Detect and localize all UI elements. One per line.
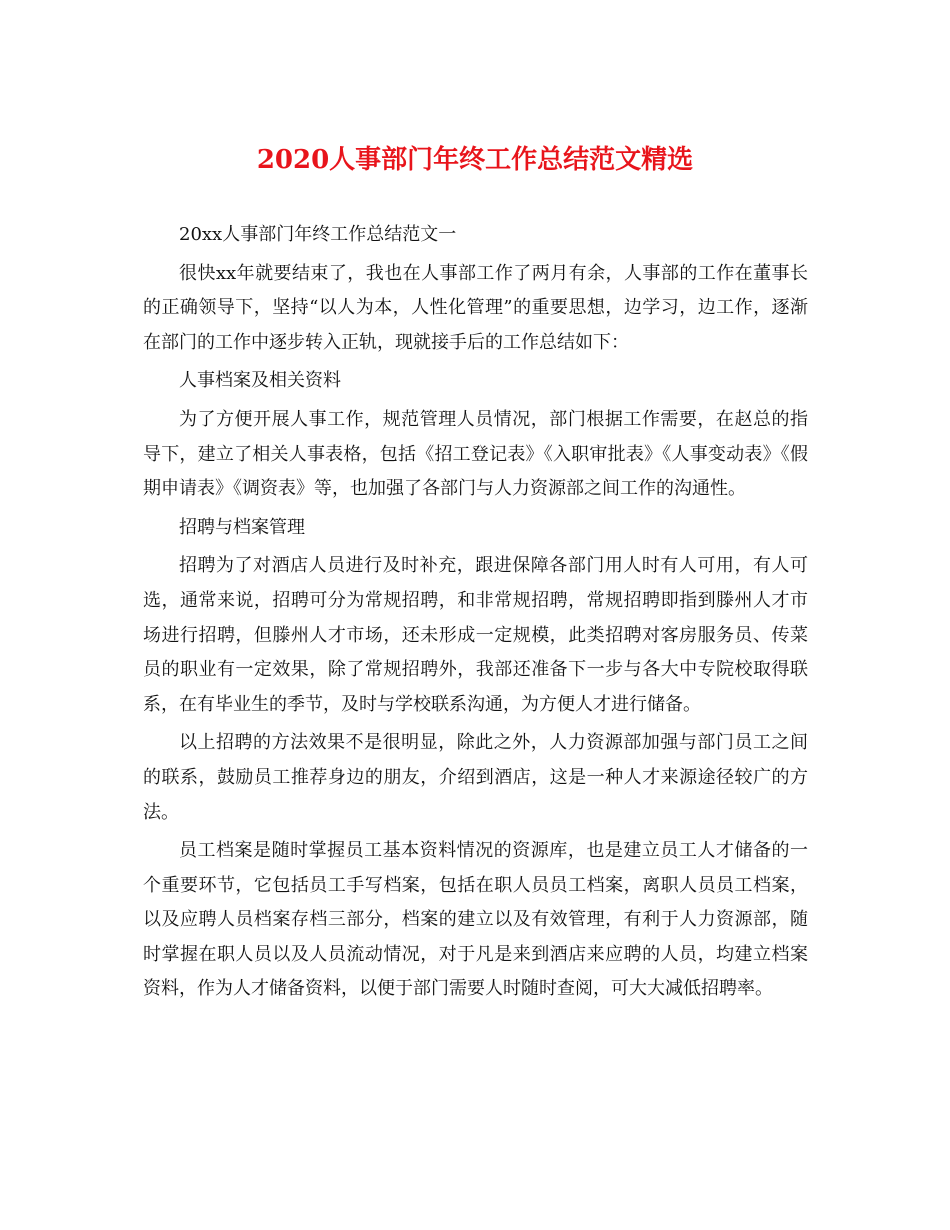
section-heading-personnel-files: 人事档案及相关资料 xyxy=(179,370,341,392)
document-title: 2020人事部门年终工作总结范文精选 xyxy=(256,145,694,175)
paragraph-referral: 以上招聘的方法效果不是很明显，除此之外，人力资源部加强与部门员工之间的联系，鼓励员工推荐身边的朋友，介绍到酒店，这是一种人才来源途径较广的方法。 xyxy=(143,732,808,823)
paragraph-intro: 很快xx年就要结束了，我也在人事部工作了两月有余，人事部的工作在董事长的正确领导下，坚持“以人为本，人性化管理”的重要思想，边学习，边工作，逐渐在部门的工作中逐步转入正轨，现就接手后的工作总结如下： xyxy=(143,262,808,353)
document-body xyxy=(143,218,808,1007)
paragraph-personnel-forms: 为了方便开展人事工作，规范管理人员情况，部门根据工作需要，在赵总的指导下，建立了相关人事表格，包括《招工登记表》《入职审批表》《人事变动表》《假期申请表》《调资表》等，也加强了各部门与人力资源部之间工作的沟通性。 xyxy=(143,408,808,500)
paragraph-employee-archives: 员工档案是随时掌握员工基本资料情况的资源库，也是建立员工人才储备的一个重要环节，它包括员工手写档案，包括在职人员员工档案，离职人员员工档案，以及应聘人员档案存档三部分，档案的建立以及有效管理，有利于人力资源部，随时掌握在职人员以及人员流动情况，对于凡是来到酒店来应聘的人员，均建立档案资料，作为人才储备资料，以便于部门需要人时随时查阅，可大大减低招聘率。 xyxy=(143,840,808,1000)
section-heading-summary-one: 20xx人事部门年终工作总结范文一 xyxy=(179,224,457,245)
section-heading-recruitment: 招聘与档案管理 xyxy=(179,516,305,538)
paragraph-recruitment: 招聘为了对酒店人员进行及时补充，跟进保障各部门用人时有人可用，有人可选，通常来说，招聘可分为常规招聘，和非常规招聘，常规招聘即指到滕州人才市场进行招聘，但滕州人才市场，还未形成一定规模，此类招聘对客房服务员、传菜员的职业有一定效果，除了常规招聘外，我部还准备下一步与各大中专院校取得联系，在有毕业生的季节，及时与学校联系沟通，为方便人才进行储备。 xyxy=(143,555,808,715)
